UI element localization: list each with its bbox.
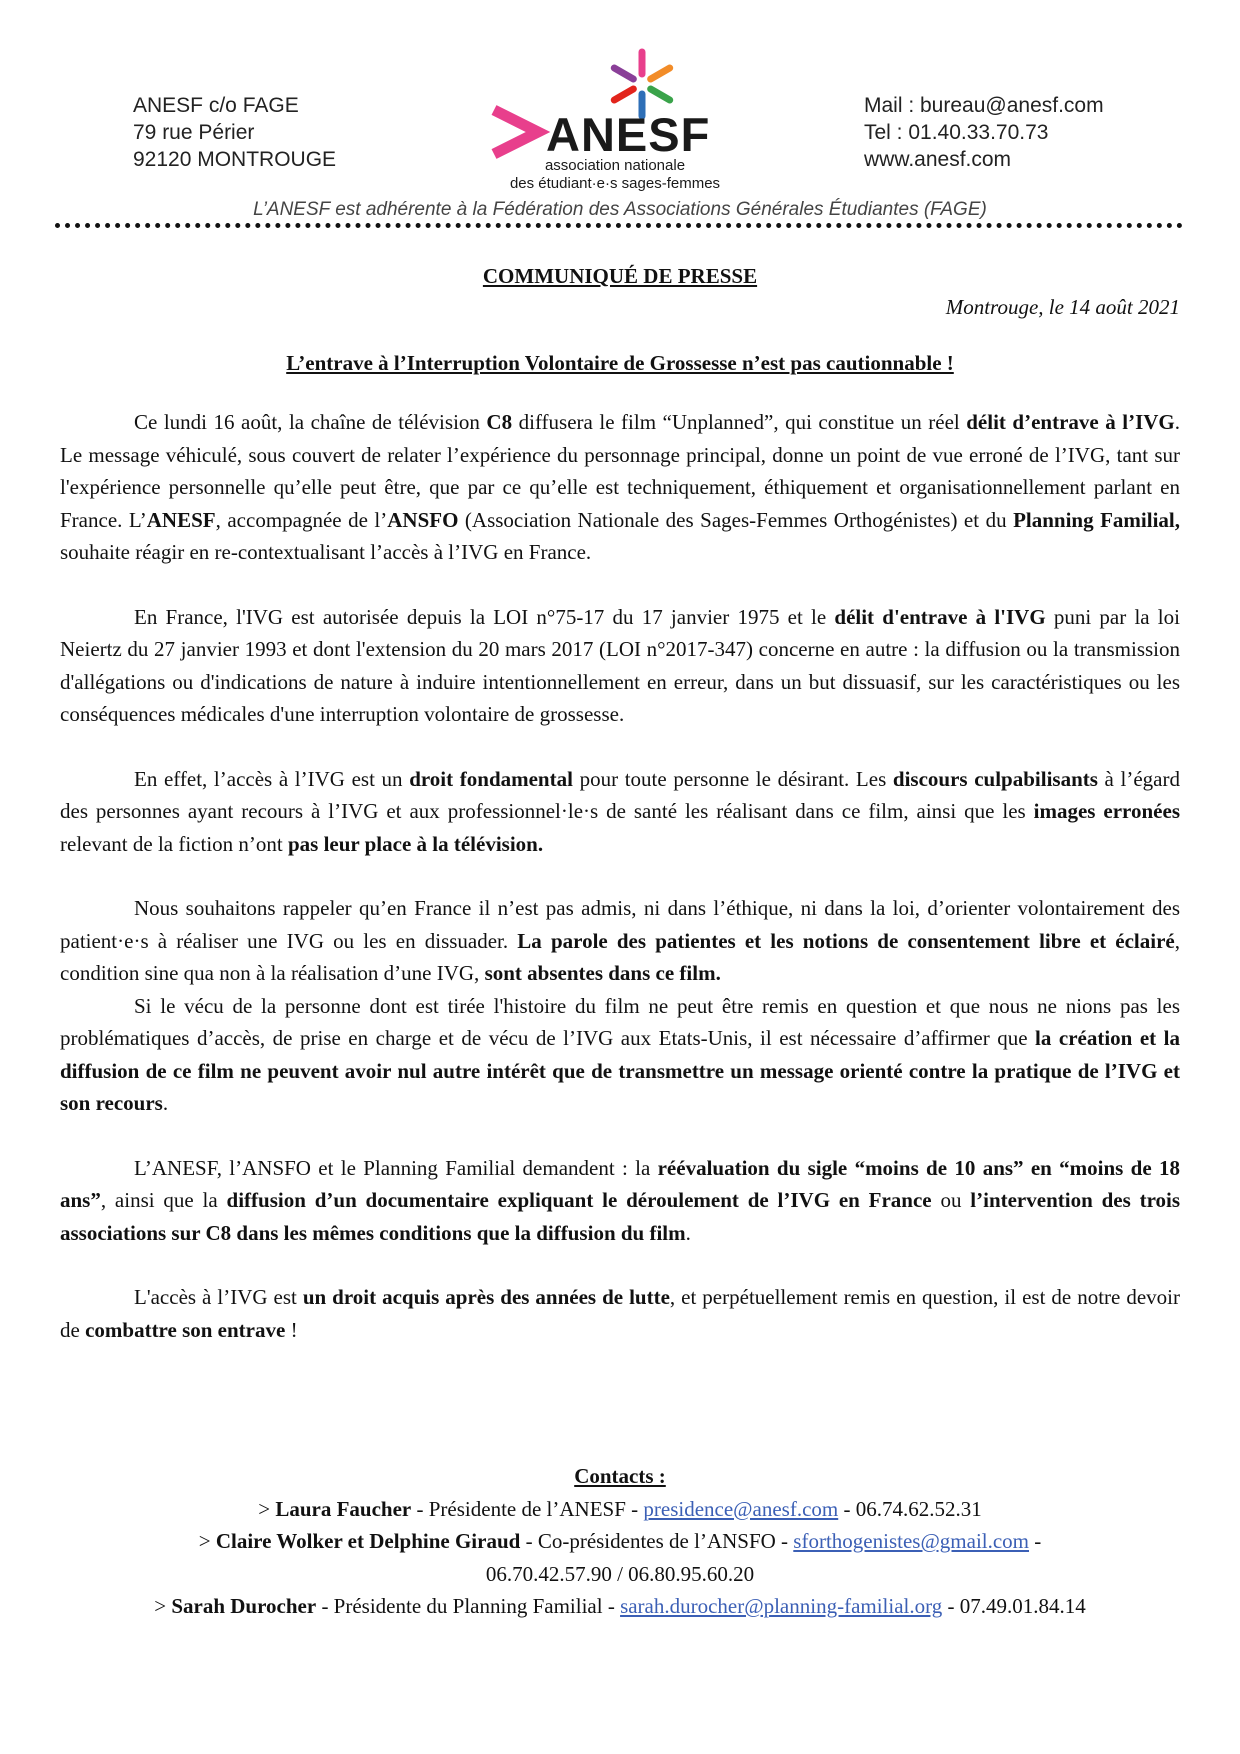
text-run: L'accès à l’IVG est [134, 1285, 303, 1309]
contacts-block [60, 1460, 1180, 1623]
address-line: 92120 MONTROUGE [133, 148, 337, 171]
anesf-logo [490, 48, 750, 198]
header-divider [55, 223, 1183, 228]
contact-line [60, 1493, 1180, 1526]
contact-website: www.anesf.com [864, 148, 1012, 171]
logo-chevron [494, 110, 538, 154]
contact-name: Claire Wolker et Delphine Giraud [215, 1529, 521, 1553]
contact-prefix: > [198, 1529, 216, 1553]
address-line: ANESF c/o FAGE [133, 94, 299, 117]
bold-run: Planning Familial, [1013, 507, 1180, 532]
text-run: . [162, 1091, 169, 1115]
contact-prefix: > [258, 1496, 276, 1521]
bold-run: diffusion d’un documentaire expliquant le déroulement de l’IVG en France [226, 1188, 932, 1212]
logo-star-ray [651, 68, 670, 79]
logo-star-ray [651, 89, 670, 100]
logo-wordmark: ANESF [546, 108, 711, 161]
bold-run: un droit acquis après des années de lutte [302, 1285, 670, 1309]
address-line: 79 rue Périer [133, 121, 255, 144]
bold-run: ANSFO [387, 507, 459, 532]
logo-subtitle-line: des étudiant·e·s sages-femmes [509, 175, 721, 192]
press-release-headline: L’entrave à l’Interruption Volontaire de Grossesse n’est pas cautionnable ! [286, 351, 954, 375]
paragraph [60, 1281, 1180, 1346]
text-run: L’ANESF, l’ANSFO et le Planning Familial demandent : la [134, 1155, 658, 1180]
bold-run: combattre son entrave [85, 1317, 286, 1342]
contact-email-link[interactable]: sarah.durocher@planning-familial.org [620, 1594, 943, 1618]
paragraph [60, 406, 1180, 569]
bold-run: délit d'entrave à l'IVG [834, 604, 1046, 629]
sender-address [133, 92, 336, 173]
contact-phone: 06.70.42.57.90 / 06.80.95.60.20 [485, 1561, 755, 1586]
contact-name: Laura Faucher [275, 1496, 412, 1521]
bold-run: La parole des patientes et les notions de consentement libre et éclairé [517, 928, 1175, 953]
document-type-title: COMMUNIQUÉ DE PRESSE [482, 264, 758, 288]
text-run: à l’égard des personnes ayant recours à l’IVG et aux professionnel·le·s de santé les réalisant dans ce film, ainsi que les [60, 766, 1180, 823]
text-run: puni par la loi Neiertz du 27 janvier 1993 et dont l'extension du 20 mars 2017 (LOI n°2017-347) concerne en autre : la diffusion ou la transmission d'allégations ou d'indications de nature à induire intentionnellement en erreur, dans un but dissuasif, sur les caractéristiques ou les conséquences médicales d'une interruption volontaire de grossesse. [60, 604, 1180, 726]
contact-line [60, 1590, 1180, 1623]
text-run: ou [931, 1188, 971, 1212]
bold-run: droit fondamental [409, 766, 573, 791]
text-run: Ce lundi 16 août, la chaîne de télévision [134, 410, 487, 434]
text-run: diffusera le film “Unplanned”, qui constitue un réel [512, 410, 967, 434]
bold-run: sont absentes dans ce film. [484, 961, 721, 985]
paragraph [60, 1152, 1180, 1250]
text-run: ! [285, 1317, 298, 1342]
text-run: Si le vécu de la personne dont est tirée l'histoire du film ne peut être remis en question et que nous ne nions pas les problématiques d’accès, de prise en charge et de vécu de l’IVG aux Etats-Unis, il est nécessaire d’affirmer que [60, 993, 1180, 1050]
contact-email-link[interactable]: presidence@anesf.com [643, 1496, 839, 1521]
contact-phone: - 06.74.62.52.31 [838, 1496, 982, 1521]
document-date: Montrouge, le 14 août 2021 [945, 295, 1180, 319]
paragraph [60, 990, 1180, 1120]
text-run: . Le message véhiculé, sous couvert de relater l’expérience du personnage principal, donne un point de vue erroné de l’IVG, tant sur l'expérience personnelle qu’elle peut être, que par ce qu’elle est techniquement, éthiquement et organisationnellement parlant en France. L’ [60, 410, 1180, 532]
sender-contact [864, 92, 1104, 173]
bold-run: C8 [486, 410, 513, 434]
bold-run: réévaluation du sigle “moins de 10 ans” en “moins de 18 ans” [60, 1155, 1180, 1212]
contact-mail: Mail : bureau@anesf.com [864, 94, 1104, 117]
contact-email-link[interactable]: sforthogenistes@gmail.com [793, 1529, 1030, 1553]
logo-star-ray [614, 89, 633, 100]
fage-membership-note: L’ANESF est adhérente à la Fédération des Associations Générales Étudiantes (FAGE) [253, 199, 987, 220]
bold-run: pas leur place à la télévision. [288, 831, 544, 856]
bold-run: délit d’entrave à l’IVG [966, 410, 1175, 434]
bold-run: la création et la diffusion de ce film ne peuvent avoir nul autre intérêt que de transmettre un message orienté contre la pratique de l’IVG et son recours [60, 1026, 1181, 1115]
contact-line [60, 1558, 1180, 1591]
contact-role: - Co-présidentes de l’ANSFO - [520, 1529, 794, 1553]
bold-run: ANESF [146, 507, 216, 532]
text-run: souhaite réagir en re-contextualisant l’accès à l’IVG en France. [60, 540, 592, 564]
paragraph [60, 763, 1180, 861]
text-run: Nous souhaitons rappeler qu’en France il n’est pas admis, ni dans l’éthique, ni dans la loi, d’orienter volontairement des patient·e·s à réaliser une IVG ou les en dissuader. [60, 896, 1180, 953]
text-run: En effet, l’accès à l’IVG est un [134, 766, 410, 791]
contact-phone: - [1029, 1529, 1042, 1553]
contact-role: - Présidente de l’ANESF - [411, 1496, 644, 1521]
text-run: . [685, 1220, 691, 1245]
contact-name: Sarah Durocher [171, 1594, 317, 1618]
text-run: En France, l'IVG est autorisée depuis la LOI n°75-17 du 17 janvier 1975 et le [134, 604, 835, 629]
text-run: , condition sine qua non à la réalisation d’une IVG, [60, 928, 1180, 985]
press-release-body [60, 406, 1180, 1346]
bold-run: discours culpabilisants [892, 766, 1098, 791]
contact-phone: Tel : 01.40.33.70.73 [864, 121, 1049, 144]
contact-line [60, 1525, 1180, 1558]
text-run: , accompagnée de l’ [215, 507, 388, 532]
logo-subtitle-line: association nationale [544, 157, 686, 174]
logo-star-ray [614, 68, 633, 79]
text-run: (Association Nationale des Sages-Femmes Orthogénistes) et du [458, 507, 1014, 532]
bold-run: images erronées [1033, 799, 1180, 823]
contact-prefix: > [154, 1594, 172, 1618]
logo-subtitle [490, 157, 740, 193]
text-run: pour toute personne le désirant. Les [572, 766, 893, 791]
bold-run: l’intervention des trois associations sur C8 dans les mêmes conditions que la diffusion du film [60, 1188, 1181, 1245]
contact-role: - Présidente du Planning Familial - [316, 1594, 621, 1618]
paragraph [60, 892, 1180, 990]
text-run: , ainsi que la [100, 1188, 227, 1212]
text-run: , et perpétuellement remis en question, il est de notre devoir de [60, 1285, 1180, 1342]
text-run: relevant de la fiction n’ont [60, 831, 288, 856]
paragraph [60, 601, 1180, 731]
contact-phone: - 07.49.01.84.14 [942, 1594, 1086, 1618]
contacts-title: Contacts : [574, 1464, 666, 1488]
